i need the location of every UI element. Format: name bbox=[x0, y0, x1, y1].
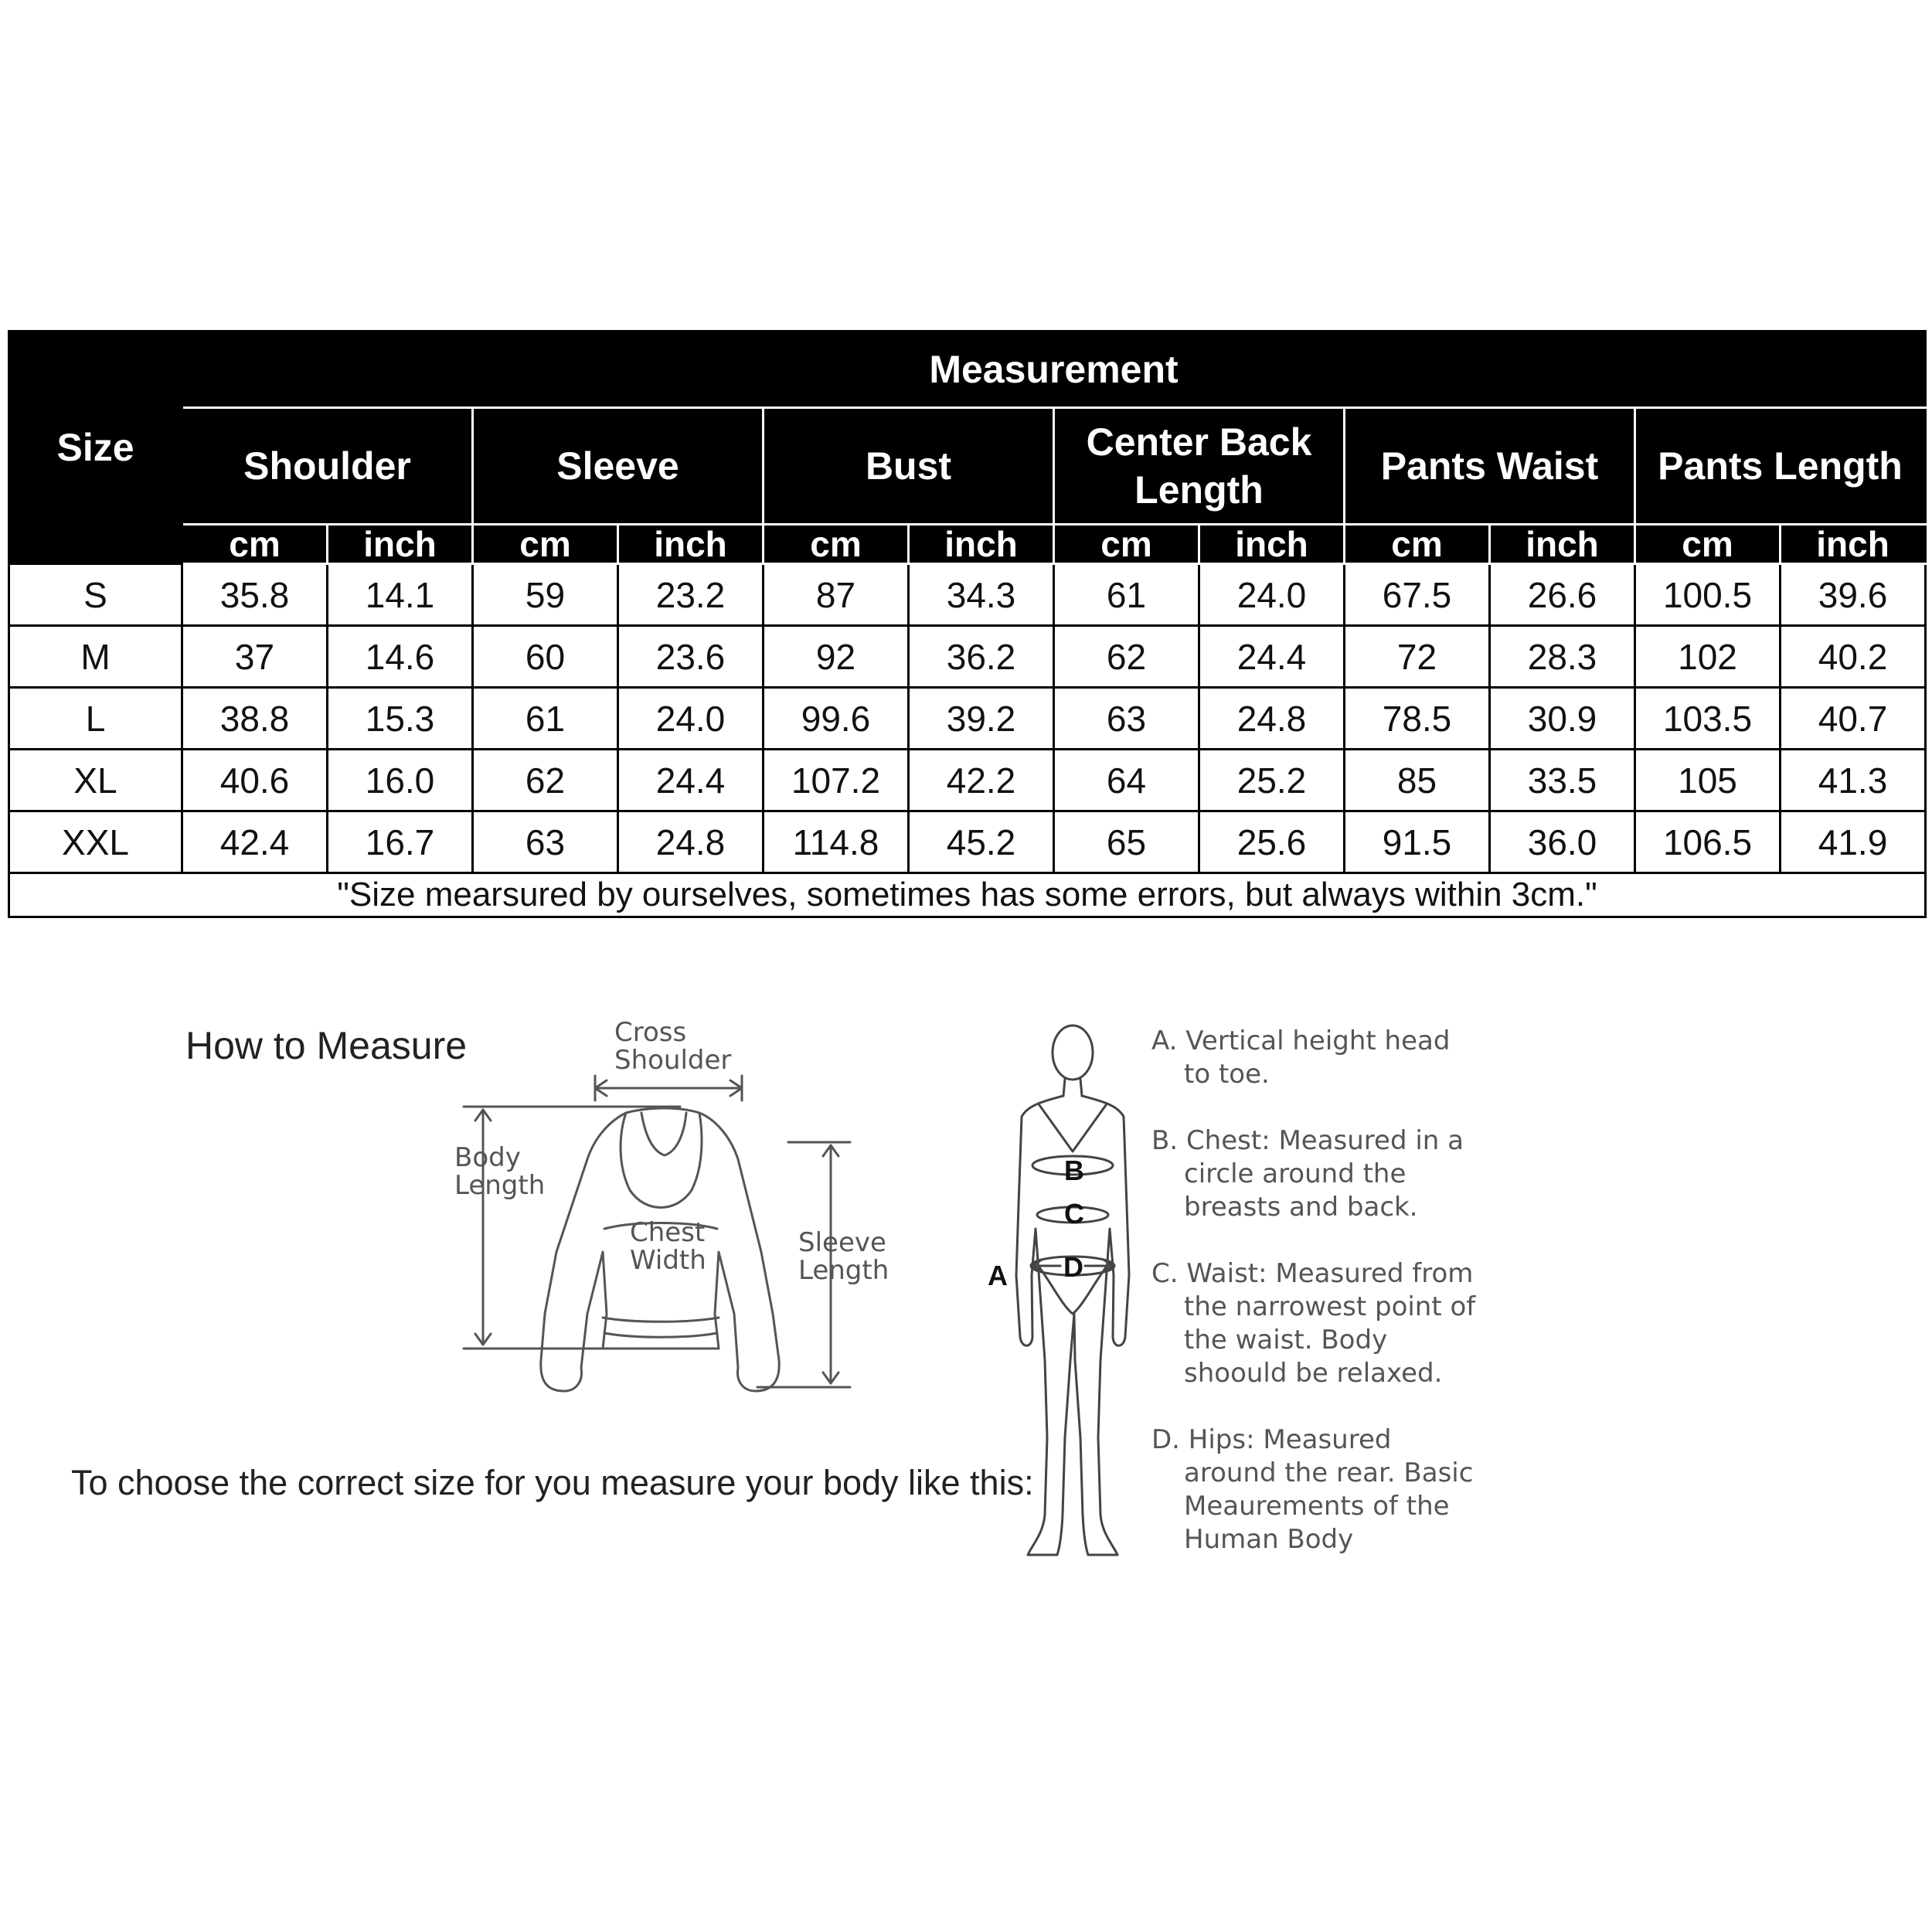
value-cell: 42.2 bbox=[909, 750, 1054, 811]
chest-width-label-line2: Width bbox=[630, 1245, 706, 1276]
value-cell: 63 bbox=[473, 811, 618, 873]
size-cell: XL bbox=[9, 750, 182, 811]
unit-header-inch: inch bbox=[909, 525, 1054, 564]
group-header-pants-length: Pants Length bbox=[1635, 408, 1926, 525]
value-cell: 64 bbox=[1054, 750, 1199, 811]
value-cell: 39.2 bbox=[909, 688, 1054, 750]
value-cell: 35.8 bbox=[182, 564, 328, 626]
value-cell: 23.6 bbox=[618, 626, 764, 688]
value-cell: 99.6 bbox=[764, 688, 909, 750]
value-cell: 107.2 bbox=[764, 750, 909, 811]
unit-header-inch: inch bbox=[1781, 525, 1926, 564]
value-cell: 14.1 bbox=[328, 564, 473, 626]
note-b: B. Chest: Measured in a circle around the breasts and back. bbox=[1151, 1125, 1464, 1223]
size-cell: L bbox=[9, 688, 182, 750]
size-column-header: Size bbox=[9, 332, 182, 564]
value-cell: 65 bbox=[1054, 811, 1199, 873]
group-header-shoulder: Shoulder bbox=[182, 408, 473, 525]
value-cell: 63 bbox=[1054, 688, 1199, 750]
value-cell: 45.2 bbox=[909, 811, 1054, 873]
figure-letter-a: A bbox=[988, 1260, 1008, 1291]
instruction-text: To choose the correct size for you measure your body like this: bbox=[71, 1463, 1034, 1502]
value-cell: 16.7 bbox=[328, 811, 473, 873]
value-cell: 100.5 bbox=[1635, 564, 1781, 626]
unit-header-inch: inch bbox=[1490, 525, 1635, 564]
value-cell: 67.5 bbox=[1345, 564, 1490, 626]
size-cell: S bbox=[9, 564, 182, 626]
value-cell: 24.0 bbox=[618, 688, 764, 750]
unit-header-cm: cm bbox=[1635, 525, 1781, 564]
value-cell: 78.5 bbox=[1345, 688, 1490, 750]
value-cell: 41.9 bbox=[1781, 811, 1926, 873]
value-cell: 114.8 bbox=[764, 811, 909, 873]
value-cell: 24.0 bbox=[1199, 564, 1345, 626]
value-cell: 87 bbox=[764, 564, 909, 626]
unit-header-cm: cm bbox=[764, 525, 909, 564]
value-cell: 72 bbox=[1345, 626, 1490, 688]
unit-header-cm: cm bbox=[1345, 525, 1490, 564]
value-cell: 40.6 bbox=[182, 750, 328, 811]
size-cell: M bbox=[9, 626, 182, 688]
value-cell: 103.5 bbox=[1635, 688, 1781, 750]
value-cell: 38.8 bbox=[182, 688, 328, 750]
measurement-header: Measurement bbox=[182, 332, 1926, 408]
value-cell: 25.6 bbox=[1199, 811, 1345, 873]
value-cell: 26.6 bbox=[1490, 564, 1635, 626]
value-cell: 85 bbox=[1345, 750, 1490, 811]
value-cell: 91.5 bbox=[1345, 811, 1490, 873]
unit-header-inch: inch bbox=[328, 525, 473, 564]
value-cell: 34.3 bbox=[909, 564, 1054, 626]
value-cell: 37 bbox=[182, 626, 328, 688]
value-cell: 102 bbox=[1635, 626, 1781, 688]
value-cell: 33.5 bbox=[1490, 750, 1635, 811]
figure-letter-d: D bbox=[1063, 1251, 1083, 1283]
value-cell: 105 bbox=[1635, 750, 1781, 811]
body-length-label-line1: Body bbox=[454, 1142, 521, 1173]
cross-shoulder-label-line1: Cross bbox=[614, 1017, 687, 1048]
cross-shoulder-label-line2: Shoulder bbox=[614, 1045, 732, 1076]
unit-header-cm: cm bbox=[182, 525, 328, 564]
value-cell: 106.5 bbox=[1635, 811, 1781, 873]
group-header-bust: Bust bbox=[764, 408, 1054, 525]
value-cell: 92 bbox=[764, 626, 909, 688]
unit-header-inch: inch bbox=[1199, 525, 1345, 564]
table-note: "Size mearsured by ourselves, sometimes has some errors, but always within 3cm." bbox=[9, 873, 1926, 917]
value-cell: 61 bbox=[473, 688, 618, 750]
value-cell: 40.7 bbox=[1781, 688, 1926, 750]
value-cell: 23.2 bbox=[618, 564, 764, 626]
figure-letter-b: B bbox=[1064, 1155, 1084, 1186]
value-cell: 61 bbox=[1054, 564, 1199, 626]
chest-width-label-line1: Chest bbox=[630, 1217, 706, 1248]
value-cell: 24.8 bbox=[618, 811, 764, 873]
value-cell: 39.6 bbox=[1781, 564, 1926, 626]
value-cell: 25.2 bbox=[1199, 750, 1345, 811]
value-cell: 62 bbox=[473, 750, 618, 811]
note-c: C. Waist: Measured from the narrowest point of the waist. Body shoould be relaxed. bbox=[1151, 1258, 1476, 1389]
note-a: A. Vertical height head to toe. bbox=[1151, 1026, 1451, 1090]
value-cell: 15.3 bbox=[328, 688, 473, 750]
figure-letter-c: C bbox=[1064, 1198, 1084, 1230]
body-length-label-line2: Length bbox=[454, 1170, 546, 1201]
sleeve-length-label-line1: Sleeve bbox=[798, 1227, 886, 1258]
group-header-center-back-length: Center Back Length bbox=[1054, 408, 1345, 525]
value-cell: 24.4 bbox=[1199, 626, 1345, 688]
sleeve-length-label-line2: Length bbox=[798, 1255, 889, 1286]
value-cell: 62 bbox=[1054, 626, 1199, 688]
note-d: D. Hips: Measured around the rear. Basic Meaurements of the Human Body bbox=[1151, 1424, 1474, 1555]
value-cell: 42.4 bbox=[182, 811, 328, 873]
value-cell: 14.6 bbox=[328, 626, 473, 688]
value-cell: 30.9 bbox=[1490, 688, 1635, 750]
value-cell: 36.0 bbox=[1490, 811, 1635, 873]
size-cell: XXL bbox=[9, 811, 182, 873]
value-cell: 41.3 bbox=[1781, 750, 1926, 811]
unit-header-cm: cm bbox=[1054, 525, 1199, 564]
measurement-notes bbox=[1151, 1025, 1476, 1590]
group-header-sleeve: Sleeve bbox=[473, 408, 764, 525]
value-cell: 60 bbox=[473, 626, 618, 688]
unit-header-inch: inch bbox=[618, 525, 764, 564]
unit-header-cm: cm bbox=[473, 525, 618, 564]
value-cell: 28.3 bbox=[1490, 626, 1635, 688]
value-cell: 24.8 bbox=[1199, 688, 1345, 750]
value-cell: 16.0 bbox=[328, 750, 473, 811]
value-cell: 36.2 bbox=[909, 626, 1054, 688]
how-to-measure-title: How to Measure bbox=[185, 1024, 468, 1067]
value-cell: 40.2 bbox=[1781, 626, 1926, 688]
group-header-pants-waist: Pants Waist bbox=[1345, 408, 1635, 525]
value-cell: 24.4 bbox=[618, 750, 764, 811]
value-cell: 59 bbox=[473, 564, 618, 626]
